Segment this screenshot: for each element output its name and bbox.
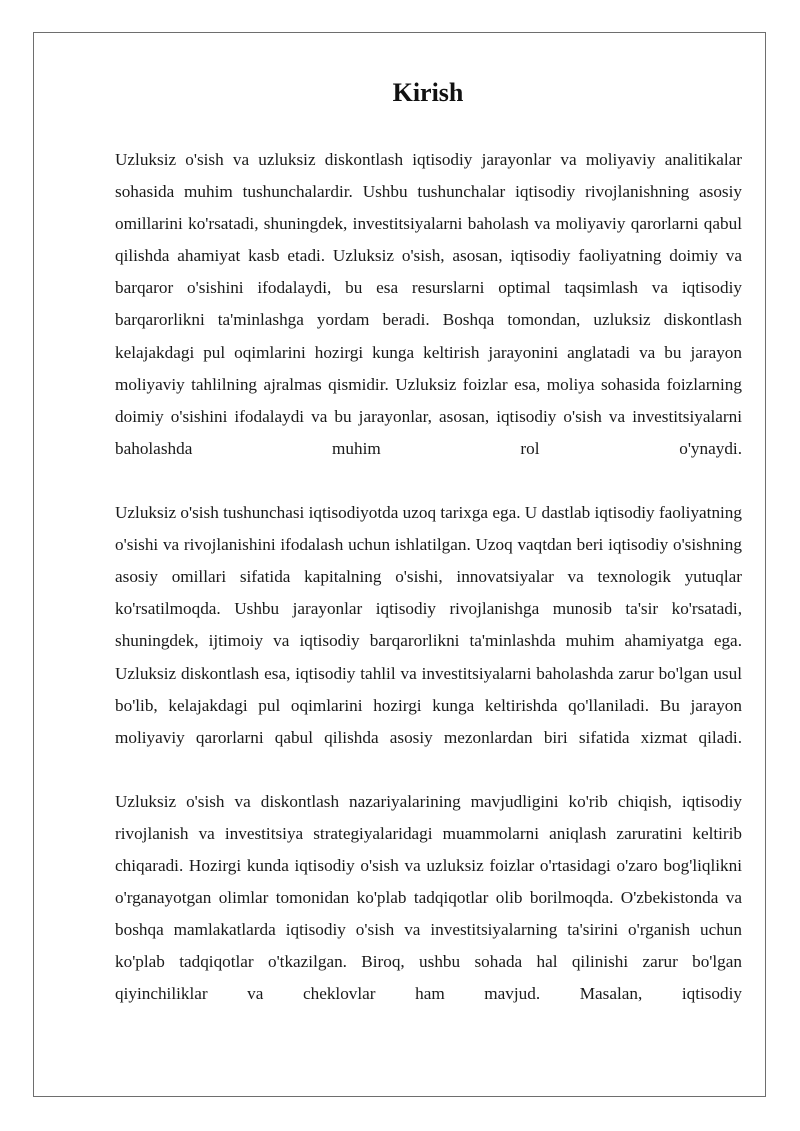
- paragraph-1: Uzluksiz o'sish va uzluksiz diskontlash iqtisodiy jarayonlar va moliyaviy analitikalar sohasida muhim tushunchalardir. Ushbu tushunchalar iqtisodiy rivojlanishning asosiy omillarini ko'rsatadi, shuningdek, investitsiyalarni baholash va moliyaviy qarorlarni qabul qilishda ahamiyat kasb etadi. Uzluksiz o'sish, asosan, iqtisodiy faoliyatning doimiy va barqaror o'sishini ifodalaydi, bu esa resurslarni optimal taqsimlash va iqtisodiy barqarorlikni ta'minlashga yordam beradi. Boshqa tomondan, uzluksiz diskontlash kelajakdagi pul oqimlarini hozirgi kunga keltirish jarayonini anglatadi va bu jarayon moliyaviy tahlilning ajralmas qismidir. Uzluksiz foizlar esa, moliya sohasida foizlarning doimiy o'sishini ifodalaydi va bu jarayonlar, asosan, iqtisodiy o'sish va investitsiyalarni baholashda muhim rol o'ynaydi.: [115, 150, 742, 458]
- document-body: [115, 144, 742, 1011]
- paragraph-2: Uzluksiz o'sish tushunchasi iqtisodiyotda uzoq tarixga ega. U dastlab iqtisodiy faoliyatning o'sishi va rivojlanishini ifodalash uchun ishlatilgan. Uzoq vaqtdan beri iqtisodiy o'sishning asosiy omillari sifatida kapitalning o'sishi, innovatsiyalar va texnologik yutuqlar ko'rsatilmoqda. Ushbu jarayonlar iqtisodiy rivojlanishga munosib ta'sir ko'rsatadi, shuningdek, ijtimoiy va iqtisodiy barqarorlikni ta'minlashda muhim ahamiyatga ega. Uzluksiz diskontlash esa, iqtisodiy tahlil va investitsiyalarni baholashda zarur bo'lgan usul bo'lib, kelajakdagi pul oqimlarini hozirgi kunga keltirishda qo'llaniladi. Bu jarayon moliyaviy qarorlarni qabul qilishda asosiy mezonlardan biri sifatida xizmat qiladi.: [115, 503, 742, 747]
- page-title: Kirish: [392, 78, 464, 107]
- paragraph-3: Uzluksiz o'sish va diskontlash nazariyalarining mavjudligini ko'rib chiqish, iqtisodiy rivojlanish va investitsiya strategiyalaridagi muammolarni aniqlash zaruratini keltirib chiqaradi. Hozirgi kunda iqtisodiy o'sish va uzluksiz foizlar o'rtasidagi o'zaro bog'liqlikni o'rganayotgan olimlar tomonidan ko'plab tadqiqotlar olib borilmoqda. O'zbekistonda va boshqa mamlakatlarda iqtisodiy o'sish va investitsiyalarning ta'sirini o'rganish uchun ko'plab tadqiqotlar o'tkazilgan. Biroq, ushbu sohada hal qilinishi zarur bo'lgan qiyinchiliklar va cheklovlar ham mavjud. Masalan, iqtisodiy: [115, 791, 742, 1004]
